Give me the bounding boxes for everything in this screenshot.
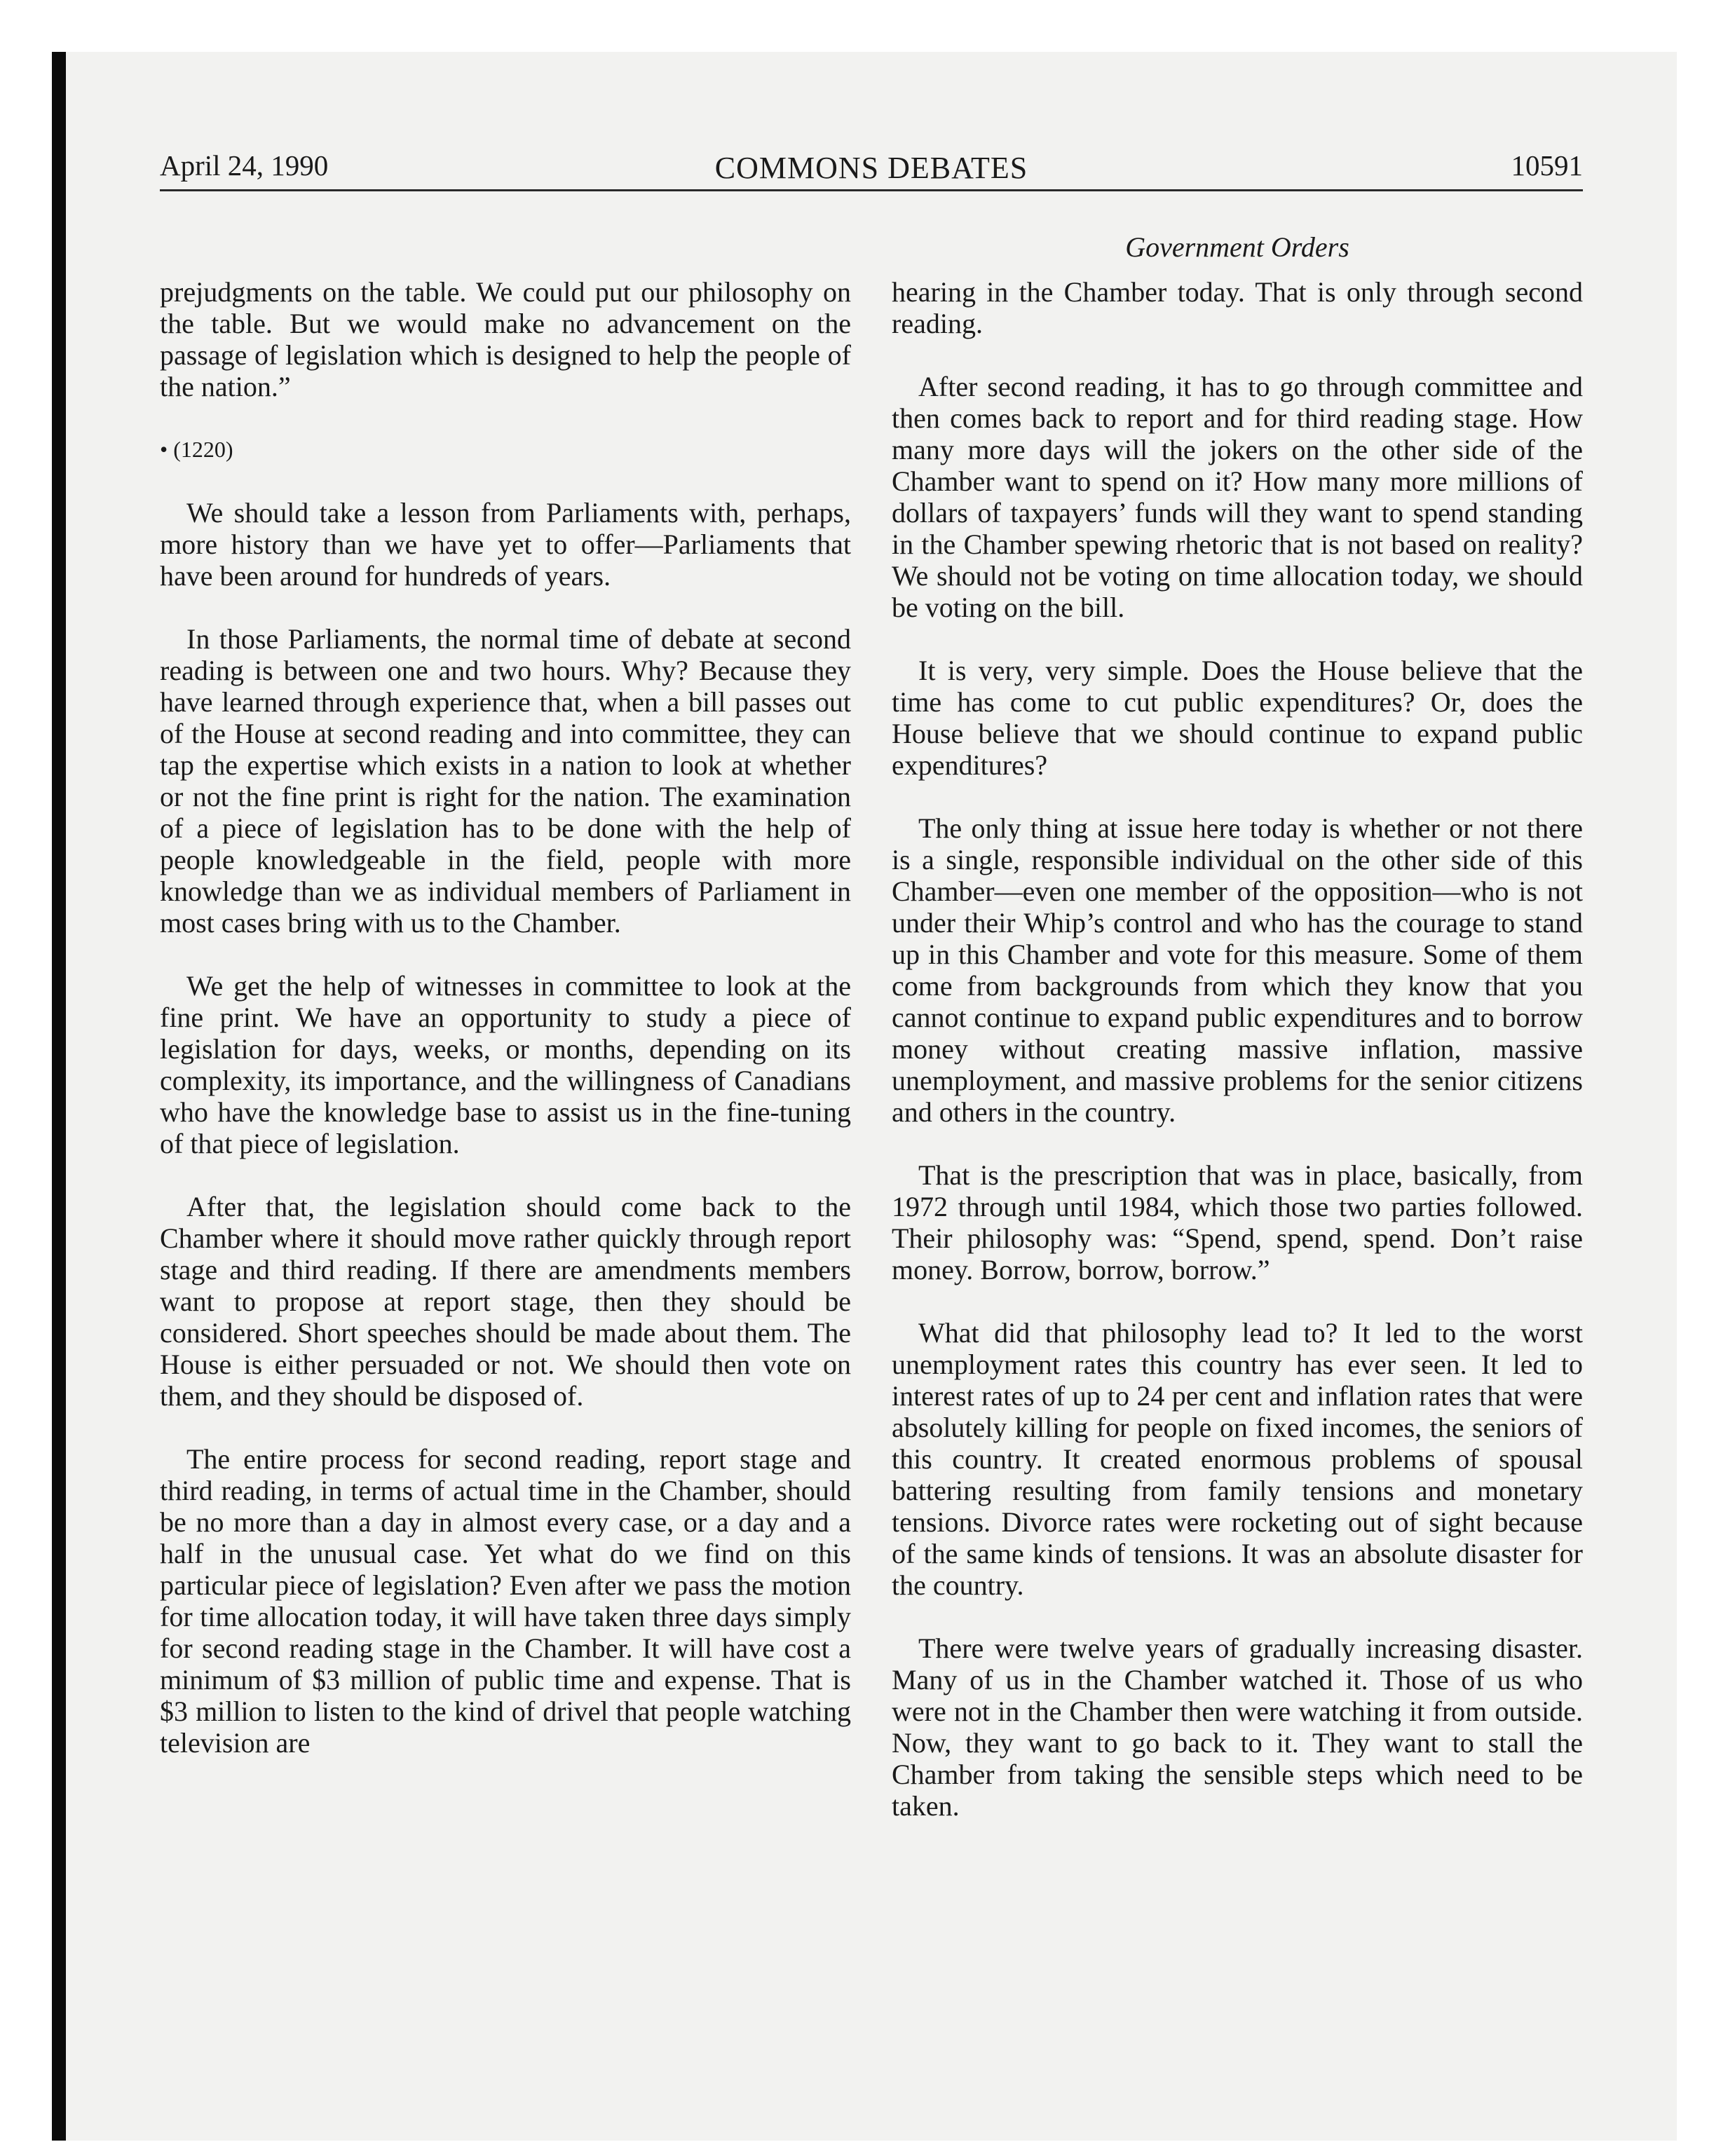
paragraph: We get the help of witnesses in committee to look at the fine print. We have an opportunity to study a piece of legislation for days, weeks, or months, depending on its complexity, its importance, and the willingness of Canadians who have the knowledge base to assist us in the fine-tuning of that piece of legislation. — [160, 970, 851, 1159]
paragraph: There were twelve years of gradually increasing disaster. Many of us in the Chamber watched it. Those of us who were not in the Chamber then were watching it from outside. Now, they want to go back to it. They want to stall the Chamber from taking the sensible steps which need to be taken. — [892, 1632, 1583, 1822]
paragraph: It is very, very simple. Does the House believe that the time has come to cut public expenditures? Or, does the House believe that we should continue to expand public expenditures? — [892, 655, 1583, 781]
left-column — [160, 276, 851, 1790]
right-column — [892, 276, 1583, 1853]
paragraph: After second reading, it has to go through committee and then comes back to report and for third reading stage. How many more days will the jokers on the other side of the Chamber want to spend on it? How many more millions of dollars of taxpayers’ funds will they want to spend standing in the Chamber spewing rhetoric that is not based on reality? We should not be voting on time allocation today, we should be voting on the bill. — [892, 371, 1583, 623]
time-marker: • (1220) — [160, 437, 233, 462]
paragraph: That is the prescription that was in place, basically, from 1972 through until 1984, which those two parties followed. Their philosophy was: “Spend, spend, spend. Don’t raise money. Borrow, borrow, borrow.” — [892, 1159, 1583, 1285]
paragraph: After that, the legislation should come back to the Chamber where it should move rather quickly through report stage and third reading. If there are amendments members want to propose at report stage, then they should be considered. Short speeches should be made about them. The House is either persuaded or not. We should then vote on them, and they should be disposed of. — [160, 1191, 851, 1412]
header-date: April 24, 1990 — [160, 149, 329, 182]
paragraph: What did that philosophy lead to? It led to the worst unemployment rates this country has ever seen. It led to interest rates of up to 24 per cent and inflation rates that were absolutely killing for people on fixed incomes, the seniors of this country. It created enormous problems of spousal battering resulting from family tensions and monetary tensions. Divorce rates were rocketing out of sight because of the same kinds of tensions. It was an absolute disaster for the country. — [892, 1317, 1583, 1601]
section-heading: Government Orders — [1125, 231, 1349, 263]
header-page-number: 10591 — [1511, 149, 1583, 182]
paragraph: The only thing at issue here today is whether or not there is a single, responsible individual on the other side of this Chamber—even one member of the opposition—who is not under their Whip’s control and who has the courage to stand up in this Chamber and vote for this measure. Some of them come from backgrounds from which they know that you cannot continue to expand public expenditures and to borrow money without creating massive inflation, massive unemployment, and massive problems for the senior citizens and others in the country. — [892, 812, 1583, 1128]
header-rule — [160, 189, 1583, 191]
scan-edge — [52, 52, 66, 2141]
paragraph: We should take a lesson from Parliaments with, perhaps, more history than we have yet to offer—Parliaments that have been around for hundreds of years. — [160, 497, 851, 592]
paragraph: hearing in the Chamber today. That is only through second reading. — [892, 276, 1583, 339]
paragraph: prejudgments on the table. We could put our philosophy on the table. But we would make no advancement on the passage of legislation which is designed to help the people of the nation.” — [160, 276, 851, 402]
paragraph: In those Parliaments, the normal time of debate at second reading is between one and two hours. Why? Because they have learned through experience that, when a bill passes out of the House at second reading and into committee, they can tap the expertise which exists in a nation to look at whether or not the fine print is right for the nation. The examination of a piece of legislation has to be done with the help of people knowledgeable in the field, people with more knowledge than we as individual members of Parliament in most cases bring with us to the Chamber. — [160, 623, 851, 939]
header-title: COMMONS DEBATES — [714, 151, 1028, 185]
paragraph: The entire process for second reading, report stage and third reading, in terms of actual time in the Chamber, should be no more than a day in almost every case, or a day and a half in the unusual case. Yet what do we find on this particular piece of legislation? Even after we pass the motion for time allocation today, it will have taken three days simply for second reading stage in the Chamber. It will have cost a minimum of $3 million of public time and expense. That is $3 million to listen to the kind of drivel that people watching television are — [160, 1443, 851, 1759]
page-header — [160, 144, 1583, 186]
